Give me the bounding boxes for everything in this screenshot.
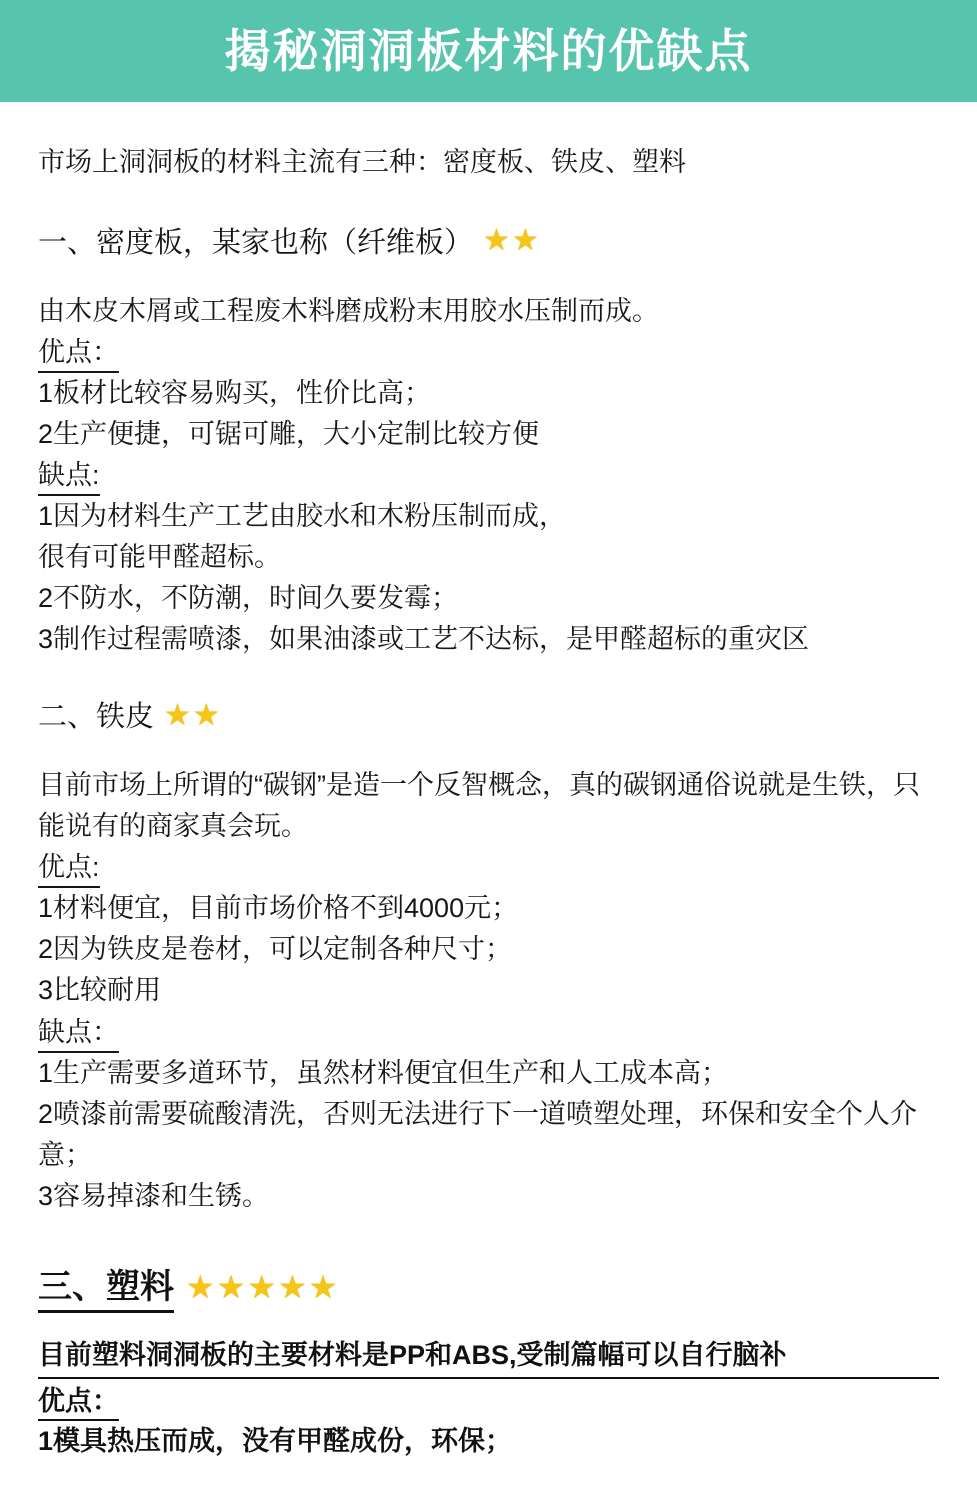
star-icon: ★	[483, 224, 510, 258]
document-content	[0, 102, 977, 1486]
pros-item: 3比较耐用	[38, 975, 162, 1006]
section-description-2: 目前市场上所谓的“碳钢”是造一个反智概念，真的碳钢通俗说就是生铁，只能说有的商家真会玩。	[38, 770, 920, 842]
header-banner	[0, 0, 977, 102]
cons-label-2: 缺点：	[38, 1012, 939, 1053]
section-heading-3	[38, 1259, 939, 1313]
section-heading-1	[38, 220, 939, 261]
rating-stars-2	[164, 698, 220, 732]
intro-paragraph: 市场上洞洞板的材料主流有三种：密度板、铁皮、塑料	[38, 147, 686, 177]
star-icon: ★	[247, 1268, 277, 1305]
rating-stars-1	[483, 226, 539, 256]
cons-item: 2喷漆前需要硫酸清洗，否则无法进行下一道喷塑处理，环保和安全个人介意；	[38, 1098, 918, 1170]
pros-item: 1模具热压而成，没有甲醛成份，环保；	[38, 1426, 513, 1457]
star-icon: ★	[186, 1268, 215, 1305]
star-icon: ★	[164, 698, 191, 732]
section-title-2: 二、铁皮	[38, 701, 155, 734]
pros-item: 1板材比较容易购买，性价比高；	[38, 377, 432, 408]
page-title: 揭秘洞洞板材料的优缺点	[224, 24, 753, 77]
cons-label-1: 缺点:	[38, 455, 939, 496]
section-body-1	[38, 291, 939, 660]
section-description-1: 由木皮木屑或工程废木料磨成粉末用胶水压制而成。	[38, 295, 659, 326]
cons-item: 2不防水，不防潮，时间久要发霉；	[38, 583, 459, 614]
cons-item: 3制作过程需喷漆，如果油漆或工艺不达标，是甲醛超标的重灾区	[38, 624, 810, 655]
star-icon: ★	[511, 224, 539, 258]
section-body-3	[38, 1335, 939, 1462]
pros-label-2: 优点:	[38, 847, 939, 888]
star-icon: ★	[216, 1268, 246, 1305]
rating-stars-3	[186, 1268, 338, 1305]
star-icon: ★	[308, 1268, 338, 1305]
cons-item: 1生产需要多道环节，虽然材料便宜但生产和人工成本高；	[38, 1057, 729, 1088]
section-body-2	[38, 765, 939, 1216]
pros-label-3: 优点：	[38, 1379, 939, 1421]
cons-item: 1因为材料生产工艺由胶水和木粉压制而成，	[38, 501, 567, 532]
section-title-3: 三、塑料	[38, 1259, 174, 1313]
section-title-1: 一、密度板，某家也称（纤维板）	[38, 226, 474, 259]
pros-item: 2生产便捷，可锯可雕，大小定制比较方便	[38, 419, 540, 449]
section-heading-2	[38, 694, 939, 735]
star-icon: ★	[192, 698, 220, 732]
pros-label-1: 优点：	[38, 332, 939, 373]
pros-item: 2因为铁皮是卷材，可以定制各种尺寸；	[38, 934, 513, 965]
cons-item: 很有可能甲醛超标。	[38, 542, 281, 573]
section-description-3: 目前塑料洞洞板的主要材料是PP和ABS,受制篇幅可以自行脑补	[38, 1335, 939, 1380]
cons-item: 3容易掉漆和生锈。	[38, 1180, 270, 1211]
pros-item: 1材料便宜，目前市场价格不到4000元；	[38, 893, 519, 924]
star-icon: ★	[278, 1268, 307, 1305]
